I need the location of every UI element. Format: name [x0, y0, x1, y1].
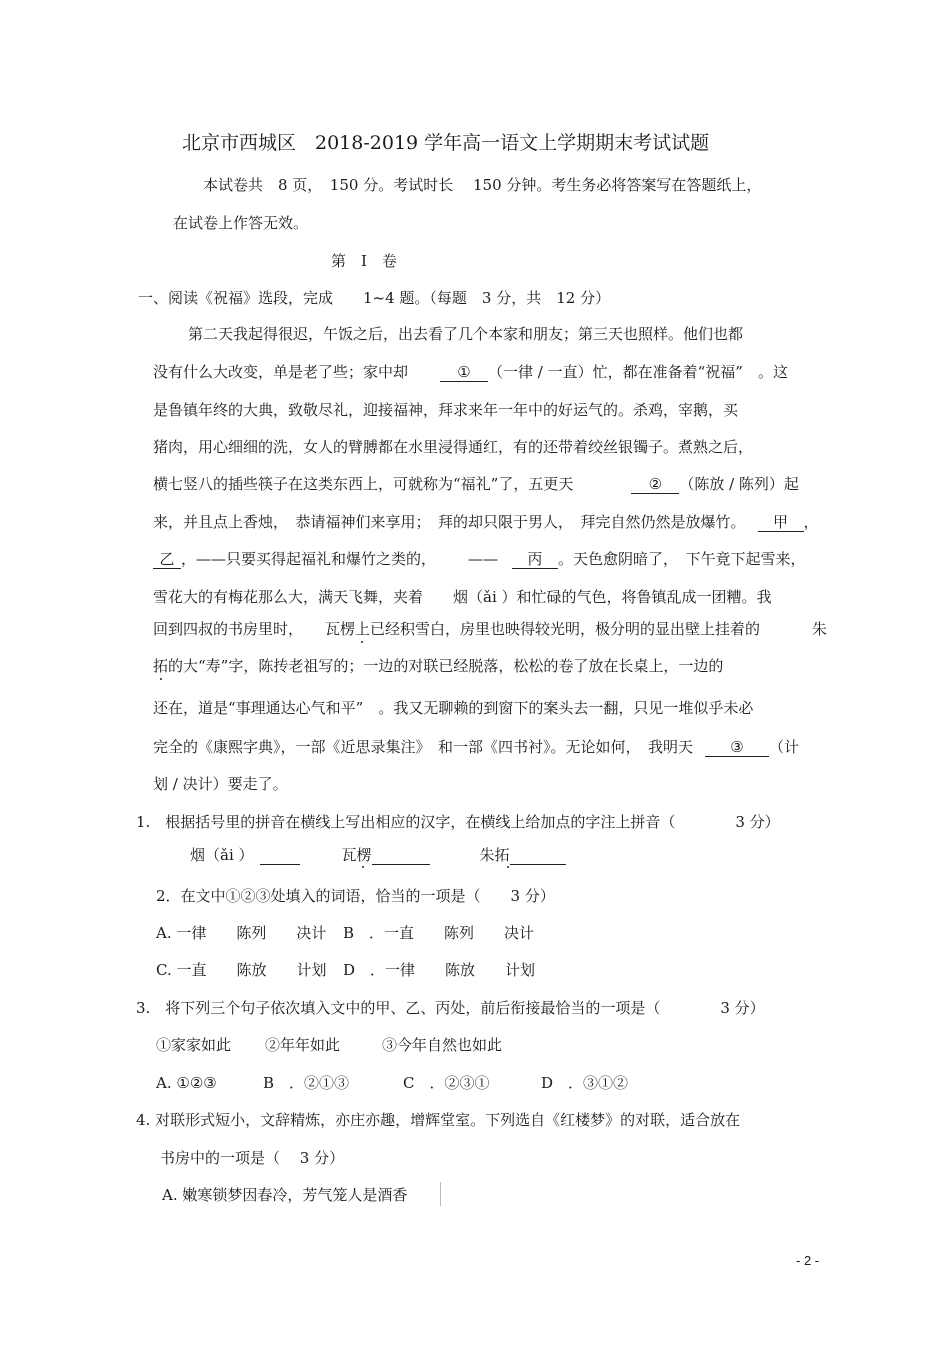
passage-text: 瓦楞上已经积雪白，房里也映得较光明，极分明的显出壁上挂着的: [325, 620, 761, 638]
emphasis-dot: [362, 866, 364, 868]
passage-text: 。天色愈阴暗了， 下午竟下起雪来，: [558, 550, 806, 568]
q3-sentence-3: ③今年自然也如此: [382, 1036, 503, 1054]
section-heading: 一、阅读《祝福》选段，完成 1~4 题。（每题 3 分，共 12 分）: [138, 289, 611, 307]
table-border: [440, 1182, 441, 1206]
passage-text: 横七竖八的插些筷子在这类东西上，可就称为“福礼”了，五更天: [153, 475, 574, 493]
q2-option-a: A. 一律 陈列 决计: [156, 924, 327, 942]
question-1-items: [190, 845, 566, 865]
passage-text: 来，并且点上香烛， 恭请福神们来享用； 拜的却只限于男人， 拜完自然仍然是放爆竹。: [153, 513, 746, 531]
blank-bing: 丙: [512, 550, 558, 569]
passage-line-6: [153, 512, 819, 532]
q3-option-d: D ．③①②: [541, 1074, 629, 1092]
passage-text: 回到四叔的书房里时，: [153, 620, 304, 638]
passage-line-8: 雪花大的有梅花那么大，满天飞舞，夹着 烟（ǎi ）和忙碌的气色，将鲁镇乱成一团糟。我: [153, 588, 772, 606]
answer-line: [260, 846, 300, 865]
volume-heading: 第 Ⅰ 卷: [331, 252, 397, 270]
q1-item-2: 瓦楞: [341, 846, 372, 864]
page-title: 北京市西城区 2018-2019 学年高一语文上学期期末考试试题: [182, 132, 710, 154]
q3-option-b: B ．②①③: [263, 1074, 350, 1092]
q3-sentence-2: ②年年如此: [265, 1036, 341, 1054]
question-1-stem: 1. 根据括号里的拼音在横线上写出相应的汉字，在横线上给加点的字注上拼音（ 3 分）: [136, 813, 780, 831]
answer-line: [372, 846, 430, 865]
passage-text: （计: [769, 738, 800, 756]
question-3-stem: 3. 将下列三个句子依次填入文中的甲、乙、丙处，前后衔接最恰当的一项是（ 3 分）: [136, 999, 765, 1017]
passage-line-2: [153, 362, 788, 382]
blank-2: ②: [631, 475, 679, 494]
passage-line-1: 第二天我起得很迟，午饭之后，出去看了几个本家和朋友；第三天也照样。他们也都: [188, 325, 744, 343]
emphasis-dot: [160, 678, 162, 680]
passage-line-7: [153, 549, 806, 569]
passage-line-9: [153, 619, 827, 639]
blank-1: ①: [440, 363, 488, 382]
answer-line: [510, 846, 566, 865]
q3-option-c: C ．②③①: [403, 1074, 490, 1092]
emphasis-dot: [361, 641, 363, 643]
question-4-stem-1: 4. 对联形式短小，文辞精炼，亦庄亦趣，增辉堂室。下列选自《红楼梦》的对联，适合放在: [136, 1111, 741, 1129]
blank-3: ③: [705, 738, 769, 757]
passage-text: ，——只要买得起福礼和爆竹之类的，: [181, 550, 437, 568]
intro-line-1: 本试卷共 8 页， 150 分。考试时长 150 分钟。考生务必将答案写在答题纸上，: [203, 176, 762, 194]
question-4-stem-2: 书房中的一项是（ 3 分）: [160, 1149, 345, 1167]
q2-option-d: D ．一律 陈放 计划: [343, 961, 536, 979]
passage-text: ，: [803, 513, 819, 531]
q3-option-a: A. ①②③: [156, 1074, 217, 1092]
question-2-stem: 2．在文中①②③处填入的词语，恰当的一项是（ 3 分）: [156, 887, 555, 905]
passage-line-13: 划 / 决计）要走了。: [153, 775, 288, 793]
passage-text: ——: [468, 550, 499, 568]
passage-text: 完全的《康熙字典》，一部《近思录集注》 和一部《四书衬》。无论如何， 我明天: [153, 738, 694, 756]
q1-item-1: 烟（ǎi ）: [190, 846, 254, 864]
passage-text: （陈放 / 陈列）起: [679, 475, 799, 493]
passage-line-10: 拓的大“寿”字，陈抟老祖写的；一边的对联已经脱落，松松的卷了放在长桌上，一边的: [153, 657, 724, 675]
intro-line-2: 在试卷上作答无效。: [173, 214, 309, 232]
q4-option-a: A. 嫩寒锁梦因春冷，芳气笼人是酒香: [162, 1186, 408, 1204]
blank-yi: 乙: [153, 550, 181, 569]
q2-option-c: C. 一直 陈放 计划: [156, 961, 327, 979]
passage-text: （一律 / 一直）忙，都在准备着“祝福” 。这: [488, 363, 788, 381]
passage-line-12: [153, 737, 799, 757]
passage-line-11: 还在，道是“事理通达心气和平” 。我又无聊赖的到窗下的案头去一翻，只见一堆似乎未必: [153, 699, 754, 717]
passage-line-3: 是鲁镇年终的大典，致敬尽礼，迎接福神，拜求来年一年中的好运气的。杀鸡，宰鹅，买: [153, 401, 739, 419]
q3-sentences: [156, 1035, 502, 1055]
q1-item-3: 朱拓: [479, 846, 510, 864]
q2-option-b: B ．一直 陈列 决计: [343, 924, 535, 942]
q3-sentence-1: ①家家如此: [156, 1036, 232, 1054]
page-number: - 2 -: [796, 1253, 820, 1268]
blank-jia: 甲: [758, 513, 804, 532]
passage-line-5: [153, 474, 799, 494]
passage-text: 没有什么大改变，单是老了些；家中却: [153, 363, 409, 381]
passage-line-4: 猪肉，用心细细的洗，女人的臂膊都在水里浸得通红，有的还带着绞丝银镯子。煮熟之后，: [153, 438, 754, 456]
emphasis-dot: [507, 866, 509, 868]
passage-text: 朱: [812, 620, 828, 638]
